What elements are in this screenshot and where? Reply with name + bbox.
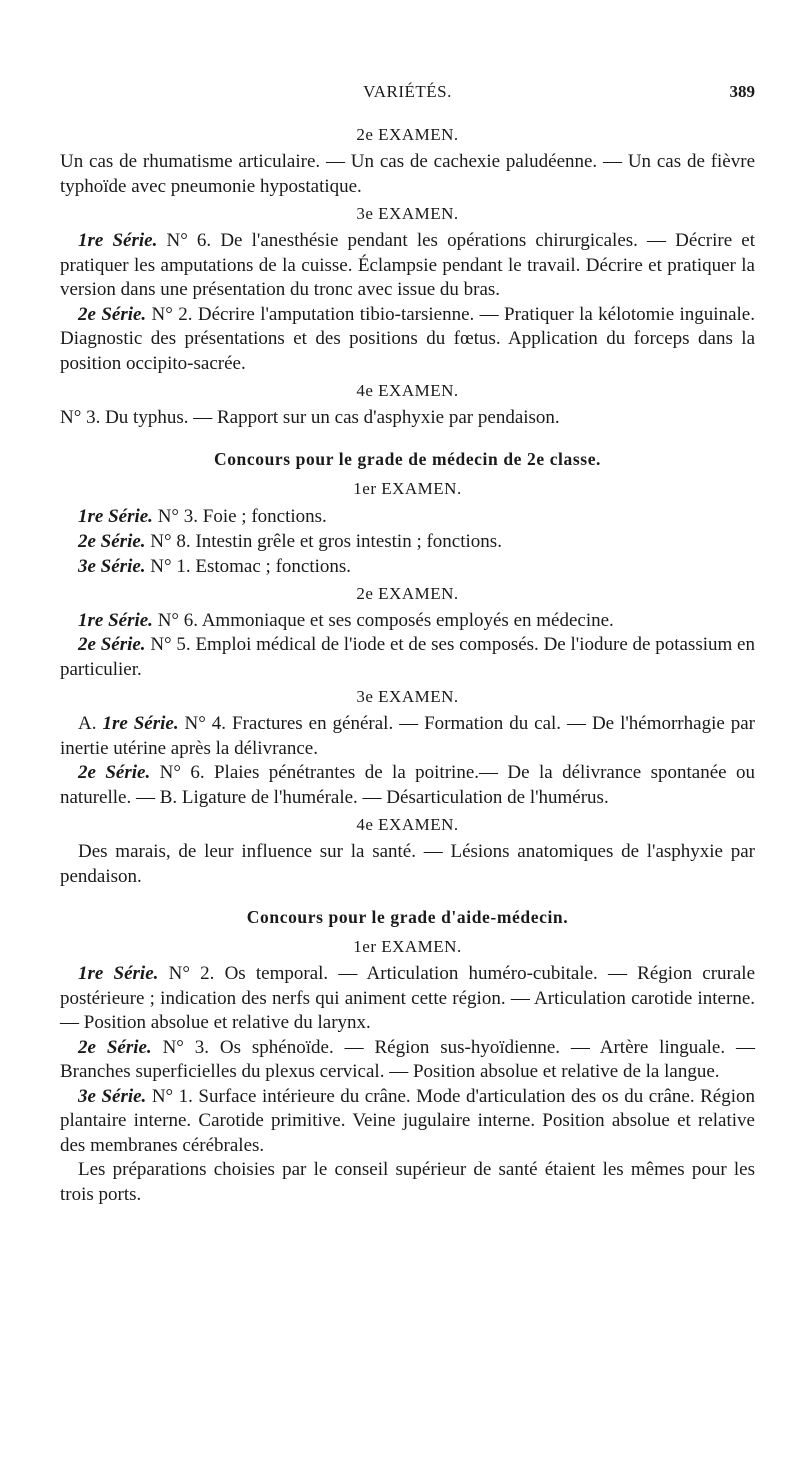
paragraph-text: N° 6. Ammoniaque et ses composés employés en médecine. (152, 609, 614, 631)
serie-label: 1re Série. (78, 609, 153, 631)
list-item-text: N° 3. Foie ; fonctions. (152, 505, 327, 527)
paragraph-text: N° 3. Os sphénoïde. — Région sus-hyoïdienne. — Artère linguale. — Branches superficielles du plexus cervical. — Position absolue et relative de la langue. (60, 1036, 755, 1082)
exam-heading: 3e EXAMEN. (356, 687, 459, 706)
serie-label: 3e Série. (78, 555, 146, 577)
paragraph (60, 1085, 755, 1159)
list-item-text: N° 1. Estomac ; fonctions. (145, 555, 352, 577)
paragraph (60, 609, 755, 634)
exam-heading: 4e EXAMEN. (356, 381, 459, 400)
list-item (60, 529, 755, 554)
paragraph-text: N° 4. Fractures en général. — Formation du cal. — De l'hémorrhagie par inertie utérine après la délivrance. (60, 713, 755, 759)
paragraph-text: N° 5. Emploi médical de l'iode et de ses composés. De l'iodure de potassium en particulier. (60, 634, 755, 680)
paragraph (60, 303, 755, 377)
serie-label: 2e Série. (78, 1036, 152, 1058)
section-title: Concours pour le grade de médecin de 2e classe. (213, 448, 602, 469)
paragraph (60, 712, 755, 761)
paragraph (60, 1036, 755, 1085)
paragraph-text: N° 1. Surface intérieure du crâne. Mode d'articulation des os du crâne. Région plantaire interne. Carotide primitive. Veine jugulaire interne. Position absolue et relative des membranes cérébrales. (60, 1085, 755, 1156)
paragraph-text: N° 6. Plaies pénétrantes de la poitrine.— De la délivrance spontanée ou naturelle. — B. Ligature de l'humérale. — Désarticulation de l'humérus. (60, 762, 755, 808)
paragraph: Les préparations choisies par le conseil supérieur de santé étaient les mêmes pour les trois ports. (60, 1159, 755, 1205)
paragraph-text: N° 2. Os temporal. — Articulation huméro-cubitale. — Région crurale postérieure ; indication des nerfs qui animent cette région. — Articulation carotide interne. — Position absolue et relative du larynx. (60, 963, 756, 1033)
running-head: VARIÉTÉS. (363, 82, 452, 101)
serie-label: 2e Série. (78, 530, 146, 552)
paragraph-text: N° 6. De l'anesthésie pendant les opérations chirurgicales. — Décrire et pratiquer les amputations de la cuisse. Éclampsie pendant le travail. Décrire et pratiquer la version dans une présentation du tronc avec issue du bras. (60, 230, 755, 300)
page-header (60, 82, 755, 108)
exam-heading: 1er EXAMEN. (353, 937, 462, 956)
paragraph (60, 962, 755, 1036)
page-number: 389 (729, 82, 755, 101)
paragraph (60, 633, 755, 682)
exam-heading: 4e EXAMEN. (356, 815, 459, 834)
list-item (60, 554, 755, 579)
section-title: Concours pour le grade d'aide-médecin. (246, 907, 569, 927)
list-item (60, 504, 755, 529)
paragraph: N° 3. Du typhus. — Rapport sur un cas d'asphyxie par pendaison. (60, 407, 560, 428)
serie-label: 2e Série. (78, 634, 146, 655)
page-body (60, 120, 755, 1207)
paragraph-prefix: A. (78, 713, 103, 734)
paragraph-text: N° 2. Décrire l'amputation tibio-tarsienne. — Pratiquer la kélotomie inguinale. Diagnostic des présentations et des positions du fœtus. Application du forceps dans la position occipito-sacrée. (60, 303, 755, 374)
serie-label: 1re Série. (78, 963, 159, 984)
serie-label: 1re Série. (78, 230, 158, 251)
paragraph (60, 761, 755, 810)
serie-label: 2e Série. (78, 762, 151, 783)
serie-label: 1re Série. (102, 713, 179, 734)
paragraph: Un cas de rhumatisme articulaire. — Un cas de cachexie paludéenne. — Un cas de fièvre typhoïde avec pneumonie hypostatique. (60, 151, 755, 197)
exam-heading: 1er EXAMEN. (353, 478, 462, 498)
exam-heading: 3e EXAMEN. (356, 204, 459, 223)
serie-label: 1re Série. (78, 505, 153, 527)
paragraph: Des marais, de leur influence sur la santé. — Lésions anatomiques de l'asphyxie par pendaison. (60, 841, 755, 887)
paragraph (60, 229, 755, 303)
list-item-text: N° 8. Intestin grêle et gros intestin ; fonctions. (145, 530, 502, 552)
exam-heading: 2e EXAMEN. (356, 583, 459, 603)
serie-label: 3e Série. (78, 1085, 147, 1107)
serie-label: 2e Série. (78, 303, 147, 325)
exam-heading: 2e EXAMEN. (356, 125, 459, 144)
